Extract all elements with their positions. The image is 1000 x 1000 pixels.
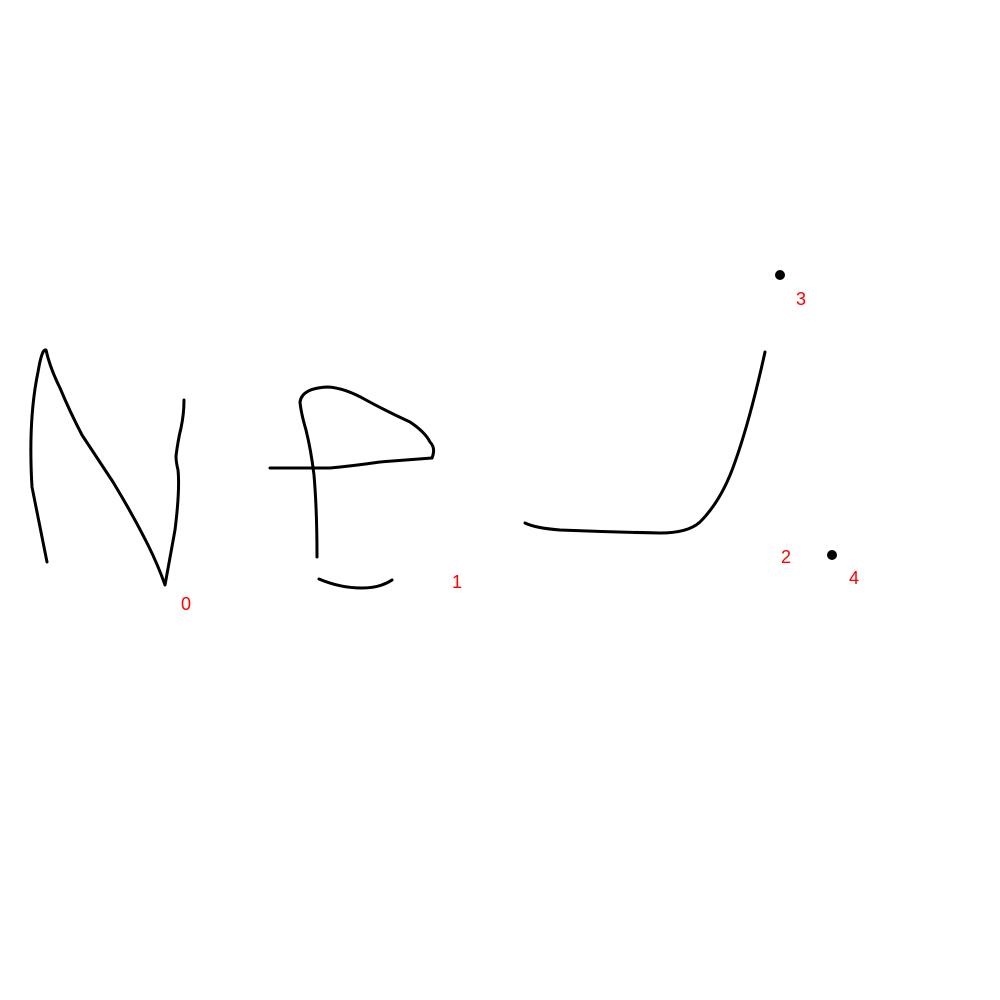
- stroke-label-2: 2: [781, 547, 792, 567]
- stroke-label-1: 1: [452, 572, 463, 592]
- stroke-4-dot: [827, 550, 837, 560]
- stroke-label-0: 0: [181, 594, 192, 614]
- stroke-label-4: 4: [849, 568, 860, 588]
- stroke-label-3: 3: [796, 289, 807, 309]
- stroke-3-dot: [775, 270, 785, 280]
